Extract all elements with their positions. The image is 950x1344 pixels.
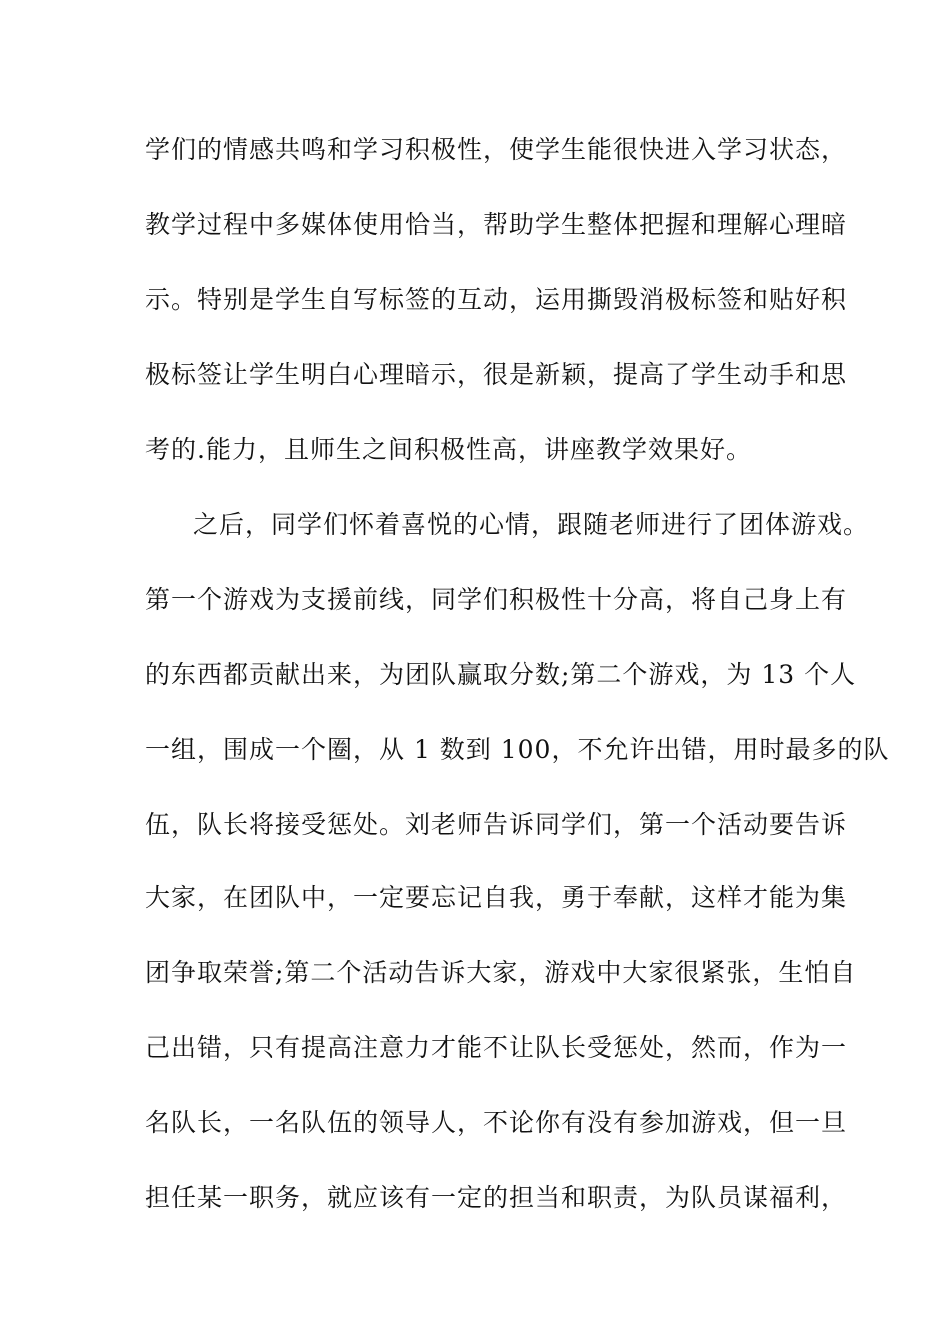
text-line: 一组，围成一个圈，从 1 数到 100，不允许出错，用时最多的队 bbox=[145, 735, 890, 764]
text-line: 的东西都贡献出来，为团队赢取分数;第二个游戏，为 13 个人 bbox=[145, 660, 857, 689]
text-line: 名队长，一名队伍的领导人，不论你有没有参加游戏，但一旦 bbox=[145, 1108, 848, 1137]
text-line: 第一个游戏为支援前线，同学们积极性十分高，将自己身上有 bbox=[145, 585, 848, 614]
text-line: 伍，队长将接受惩处。刘老师告诉同学们，第一个活动要告诉 bbox=[145, 810, 848, 839]
text-line: 考的.能力，且师生之间积极性高，讲座教学效果好。 bbox=[145, 435, 752, 464]
text-line: 己出错，只有提高注意力才能不让队长受惩处，然而，作为一 bbox=[145, 1033, 848, 1062]
text-line: 学们的情感共鸣和学习积极性，使学生能很快进入学习状态， bbox=[145, 135, 848, 164]
text-line: 教学过程中多媒体使用恰当，帮助学生整体把握和理解心理暗 bbox=[145, 210, 848, 239]
text-line: 极标签让学生明白心理暗示，很是新颖，提高了学生动手和思 bbox=[145, 360, 848, 389]
text-line: 团争取荣誉;第二个活动告诉大家，游戏中大家很紧张，生怕自 bbox=[145, 958, 857, 987]
text-line: 担任某一职务，就应该有一定的担当和职责，为队员谋福利， bbox=[145, 1183, 848, 1212]
text-line: 大家，在团队中，一定要忘记自我，勇于奉献，这样才能为集 bbox=[145, 883, 848, 912]
paragraph-first-line: 之后，同学们怀着喜悦的心情，跟随老师进行了团体游戏。 bbox=[193, 510, 870, 539]
text-line: 示。特别是学生自写标签的互动，运用撕毁消极标签和贴好积 bbox=[145, 285, 848, 314]
